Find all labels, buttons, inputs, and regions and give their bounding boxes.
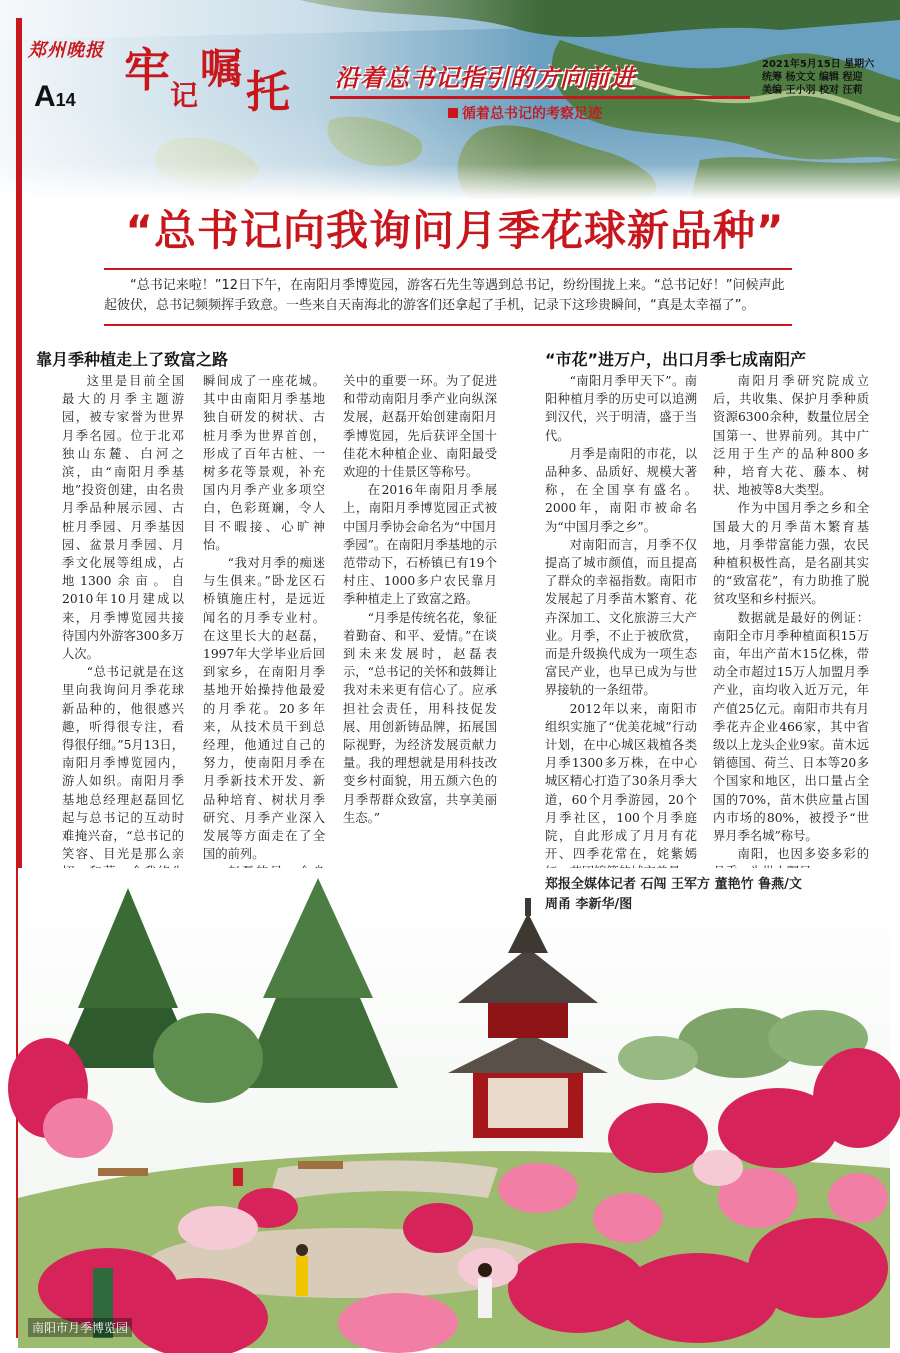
photo-caption: 南阳市月季博览园	[28, 1318, 132, 1337]
header-rule	[330, 96, 750, 99]
page-header	[0, 0, 900, 200]
paragraph: 南阳月季研究院成立后，共收集、保护月季种质资源6300余种，数量位居全国第一、世界前列。其中广泛用于生产的品种800多种，培育大花、藤本、树状、地被等8大类型。	[713, 374, 869, 498]
series-title: 沿着总书记指引的方向前进	[335, 64, 635, 92]
newspaper-logo: 郑州晚报	[28, 40, 104, 61]
paragraph: “月季是传统名花，象征着勤奋、和平、爱情。”在谈到未来发展时，赵磊表示，“总书记的关怀和鼓舞让我对未来更有信心了。应承担社会责任，用科技促发展、用创新铸品牌，拓展国际视野，为经济发展贡献力量。我的理想就是用科技改变乡村面貌，用五颜六色的月季帮群众致富，共享美丽生态。”	[343, 610, 497, 825]
section-title-1: 靠月季种植走上了致富之路	[36, 350, 229, 369]
page-meta	[762, 58, 874, 97]
section-title-2: “市花”进万户，出口月季七成南阳产	[545, 350, 807, 369]
lead-top-rule	[104, 268, 792, 270]
paragraph: 2012年以来，南阳市组织实施了“优美花城”行动计划，在中心城区栽植各类月季1300多万株，在中心城区精心打造了30条月季大道，60个月季游园，20个月季社区，100个月季庭院，自此形成了月月有花开、四季花常在，姹紫嫣	[545, 701, 697, 862]
paragraph: “我对月季的痴迷与生俱来。”卧龙区石桥镇施庄村，是远近闻名的月季专业村。在这里长大的赵磊，1997年大学毕业后回到家乡，在南阳月季基地开始操持他最爱的月季花。20多年来，从技术员干到总经理，他通过自己的努力，使南阳月季在月季新技术开发、新品种培育、树状月季研究、月季产业深入发展等方面走在了全国的前列。	[203, 556, 325, 862]
paragraph: “南阳月季甲天下”。南阳种植月季的历史可以追溯到汉代，兴于明清，盛于当代。	[545, 374, 697, 443]
paragraph: 数据就是最好的例证：南阳全市月季种植面积15万亩，年出产苗木15亿株，带动全市超过15万人加盟月季产业，亩均收入近万元，年产值25亿元。南阳市共有月季花卉企业466家，其中省级以上龙头企业9家。苗木远销德国、荷兰、日本等20多个国家和地区，出口量占全国的70%，苗木供应量占国内市场的80%，被授予“世界月季名城”称号。	[713, 610, 869, 844]
garden-photo	[18, 868, 890, 1348]
square-bullet-icon	[448, 108, 458, 118]
byline-text: 郑报全媒体记者 石闯 王军方 董艳竹 鲁燕/文	[545, 877, 802, 892]
byline	[545, 875, 802, 915]
editor-line: 统筹 杨文文 编辑 程迎	[762, 72, 863, 83]
paragraph: 南阳，也因多姿多彩的	[737, 847, 869, 862]
rose-garden-pavilion-image	[18, 868, 890, 1348]
text-column-3	[343, 372, 497, 852]
lead-bottom-rule	[104, 324, 792, 326]
column-logo: 牢 记 嘱 托	[124, 43, 290, 118]
text-column-4	[545, 372, 697, 872]
text-column-1	[62, 372, 184, 872]
byline-photo: 周甬 李新华/图	[545, 897, 633, 912]
text-column-5	[713, 372, 869, 862]
text-column-2	[203, 372, 325, 862]
paragraph: 在2016年南阳月季展上，南阳月季博览园正式被中国月季协会命名为“中国月季园”。在南阳月季基地的示范带动下，石桥镇已有19个村庄、1000多户农民靠月季种植走上了致富之路。	[343, 483, 497, 607]
subseries-label: 循着总书记的考察足迹	[448, 103, 602, 123]
paragraph: “总书记就是在这里向我询问月季花球新品种的，他很感兴趣，听得很专注，看得很仔细。”5月13日，南阳月季博览园内，游人如织。南阳月季基地总经理赵磊回忆起与总书记的互动时难掩兴奋，“总书记的笑容、目光是那么亲	[62, 665, 184, 862]
paragraph: 对南阳而言，月季不仅提高了城市颜值，而且提高了群众的幸福指数。南阳市发展起了月季苗木繁育、花卉深加工、文化旅游三大产业。月季，不止于被欣赏，而是升级换代成为一项生态富民产业，也早已成为与世界接轨的一条纽带。	[545, 537, 697, 698]
paragraph: 瞬间成了一座花城。其中由南阳月季基地独自研发的树状、古桩月季为世界首创，形成了百年古桩、一树多花等景观，补充国内月季产业多项空白，色彩斑斓，令人目不暇接、心旷神怡。	[203, 374, 325, 552]
paragraph: 作为中国月季之乡和全国最大的月季苗木繁育基地，月季带富能力强，农民种植积极性高，是名副其实的“致富花”，有力助推了脱贫攻坚和乡村振兴。	[713, 501, 869, 607]
proof-line: 美编 王小羽 校对 汪莉	[762, 85, 863, 96]
paragraph: 月季是南阳的市花，以品种多、品质好、规模大著称，在全国享有盛名。2000年，南阳市被命名为“中国月季之乡”。	[545, 446, 697, 534]
page-number: A14	[34, 80, 76, 113]
lead-paragraph: “总书记来啦！”12日下午，在南阳月季博览园，游客石先生等遇到总书记，纷纷围拢上来。“总书记好！”问候声此起彼伏，总书记频频挥手致意。一些来自天南海北的游客们还拿起了手机，记录下这珍贵瞬间，“真是太幸福了”。	[104, 278, 785, 313]
paragraph: 这里是目前全国最大的月季主题游园，被专家誉为世界月季名园。位于北邓独山东麓、白河之滨，由“南阳月季基地”投资创建，由名贵月季品种展示园、古桩月季园、月季基因园、盆景月季园、月季文化展等组成，占地1300余亩。自2010年10月建成以来，月季博览园共接待国内外游客300多万人次。	[62, 374, 184, 662]
date-line: 2021年5月15日 星期六	[762, 59, 875, 70]
headline: “总书记向我询问月季花球新品种”	[125, 206, 785, 255]
paragraph: 关中的重要一环。为了促进和带动南阳月季产业向纵深发展，赵磊开始创建南阳月季博览园，先后获评全国十佳花木种植企业、南阳最受欢迎的十佳景区等称号。	[343, 374, 497, 480]
